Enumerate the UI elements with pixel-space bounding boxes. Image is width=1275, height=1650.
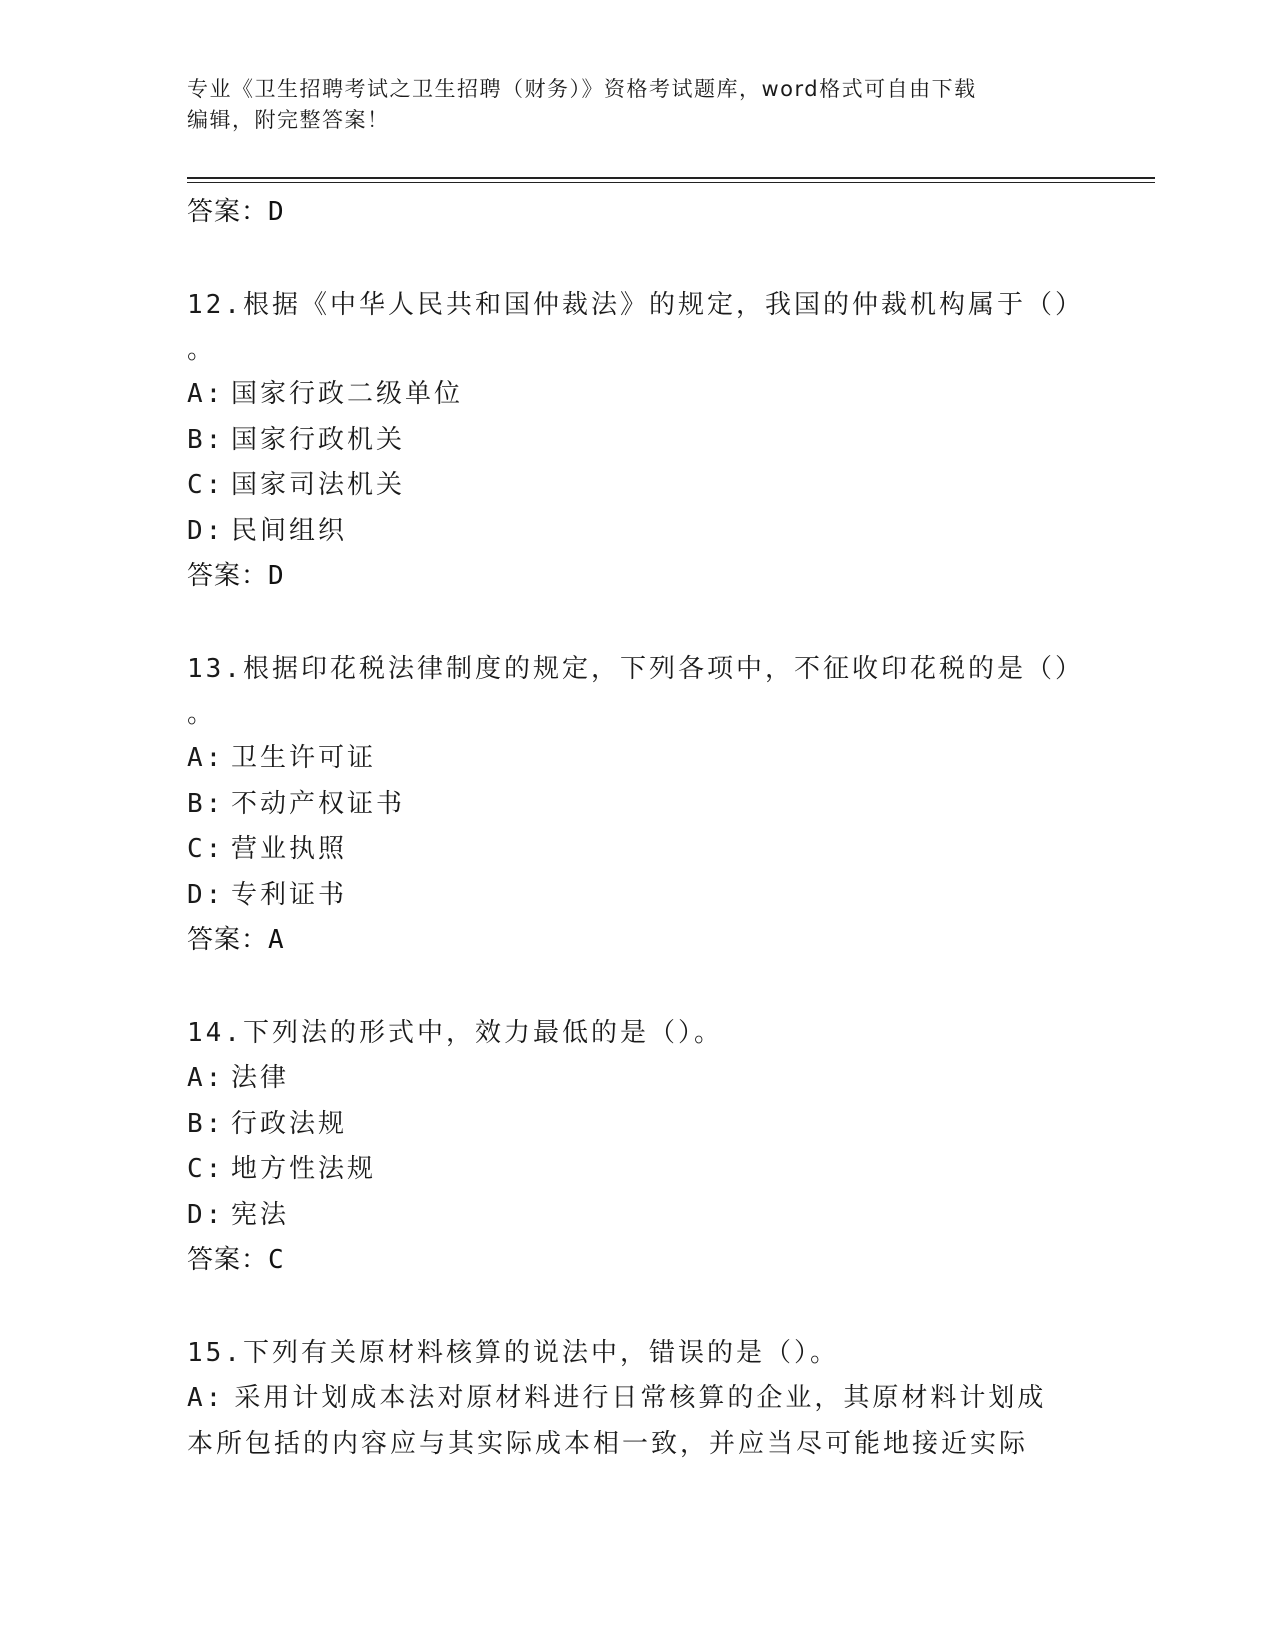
header-line-1: 专业《卫生招聘考试之卫生招聘（财务）》资格考试题库，word格式可自由下载 [187, 77, 977, 101]
question-answer [187, 554, 1087, 598]
option-a [187, 1376, 1067, 1467]
question-stem: 14.下列法的形式中，效力最低的是（）。 [187, 1018, 723, 1048]
answer-value: A [268, 925, 285, 955]
option-letter: D: [187, 879, 225, 910]
answer-label: 答案： [187, 925, 269, 955]
answer-label: 答案： [187, 561, 269, 591]
question-14 [187, 1010, 1087, 1282]
option-text: 地方性法规 [231, 1154, 377, 1184]
question-12 [187, 282, 1087, 598]
option-text: 专利证书 [231, 879, 348, 910]
answer-value: D [268, 561, 285, 591]
question-answer [187, 1238, 1087, 1282]
option-text: 不动产权证书 [231, 788, 406, 819]
option-c [187, 463, 1087, 509]
previous-answer [187, 190, 1087, 234]
option-a [187, 372, 1087, 418]
question-15 [187, 1330, 1087, 1467]
option-text: 国家行政二级单位 [231, 379, 464, 409]
header-divider-thick [187, 177, 1155, 179]
option-c [187, 827, 1087, 873]
option-letter: A: [187, 1383, 225, 1413]
answer-value: D [268, 197, 285, 227]
question-13 [187, 646, 1087, 962]
question-stem: 13.根据印花税法律制度的规定，下列各项中，不征收印花税的是（） [187, 654, 1084, 684]
option-text: 民间组织 [231, 515, 348, 546]
option-b [187, 782, 1087, 828]
option-d [187, 509, 1087, 555]
option-letter: C: [187, 470, 225, 500]
question-stem-continued: 。 [187, 335, 217, 365]
option-text: 国家行政机关 [231, 424, 406, 455]
option-letter: B: [187, 788, 225, 819]
option-letter: C: [187, 834, 225, 864]
option-letter: B: [187, 424, 225, 455]
option-b [187, 1102, 1087, 1148]
option-text: 采用计划成本法对原材料进行日常核算的企业，其原材料计划成本所包括的内容应与其实际成本相一致，并应当尽可能地接近实际 [187, 1383, 1047, 1459]
option-letter: D: [187, 515, 225, 546]
option-text: 国家司法机关 [231, 470, 406, 500]
option-letter: A: [187, 1063, 225, 1093]
option-text: 宪法 [231, 1199, 290, 1230]
option-d [187, 1193, 1087, 1239]
header-divider-thin [187, 182, 1155, 183]
document-header [187, 74, 1067, 136]
option-b [187, 418, 1087, 464]
option-letter: B: [187, 1108, 225, 1139]
option-a [187, 1056, 1087, 1102]
option-text: 法律 [231, 1063, 290, 1093]
answer-label: 答案： [187, 197, 269, 227]
option-letter: A: [187, 743, 225, 773]
option-text: 卫生许可证 [231, 743, 377, 773]
option-text: 行政法规 [231, 1108, 348, 1139]
answer-value: C [268, 1245, 285, 1275]
option-letter: C: [187, 1154, 225, 1184]
header-line-2: 编辑，附完整答案！ [187, 108, 390, 132]
answer-label: 答案： [187, 1245, 269, 1275]
option-a [187, 736, 1087, 782]
question-list [187, 190, 1087, 1467]
option-c [187, 1147, 1087, 1193]
question-stem: 15.下列有关原材料核算的说法中，错误的是（）。 [187, 1338, 839, 1368]
option-text: 营业执照 [231, 834, 348, 864]
question-stem: 12.根据《中华人民共和国仲裁法》的规定，我国的仲裁机构属于（） [187, 290, 1084, 320]
question-stem-continued: 。 [187, 699, 217, 729]
question-answer [187, 918, 1087, 962]
option-letter: D: [187, 1199, 225, 1230]
option-d [187, 873, 1087, 919]
option-letter: A: [187, 379, 225, 409]
